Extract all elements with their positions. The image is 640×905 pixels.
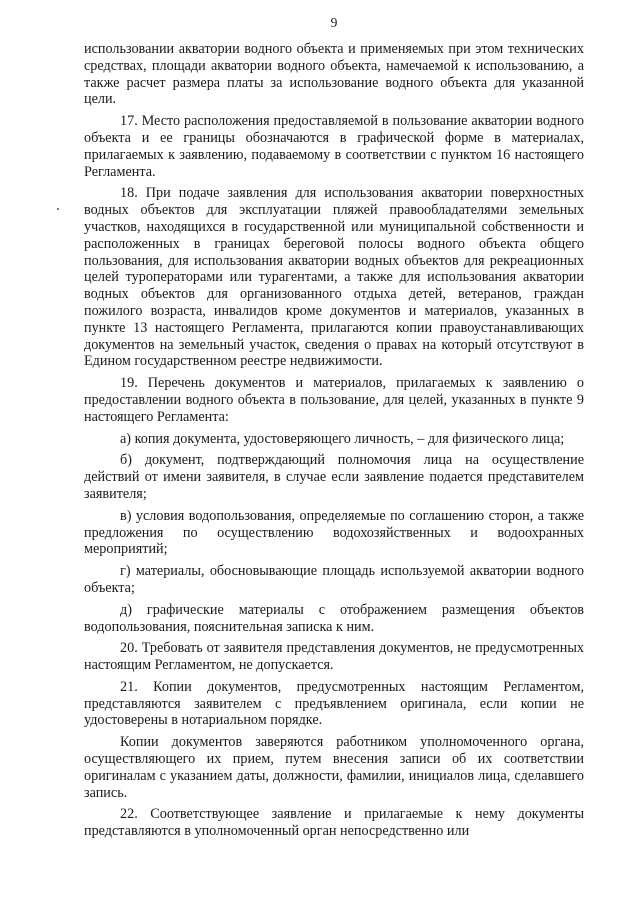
list-item-a: а) копия документа, удостоверяющего личность, – для физического лица; — [120, 430, 565, 447]
page-number: 9 — [330, 15, 338, 30]
list-item-d: д) графические материалы с отображением размещения объектов водопользования, пояснительная записка к ним. — [84, 601, 584, 635]
paragraph-20: 20. Требовать от заявителя представления документов, не предусмотренных настоящим Регламентом, не допускается. — [84, 640, 584, 674]
list-item-v: в) условия водопользования, определяемые по соглашению сторон, а также предложения по осуществлению водохозяйственных и водоохранных мероприятий; — [84, 507, 584, 558]
list-item-g: г) материалы, обосновывающие площадь используемой акватории водного объекта; — [84, 563, 584, 596]
paragraph-18: 18. При подаче заявления для использования акватории поверхностных водных объектов для эксплуатации пляжей правообладателями земельных участков, находящихся в государственной или муниципальной собственности и расположенных в границах береговой полосы водного объекта общего пользования, для использования акватории водных объектов для рекреационных целей туроператорами или турагентами, а также для использования акватории водных объектов для организованного отдыха детей, ветеранов, граждан пожилого возраста, инвалидов кроме документов и материалов, указанных в пункте 13 настоящего Регламента, прилагаются копии правоустанавливающих документов на земельный участок, сведения о правах на который отсутствуют в Едином государственном реестре недвижимости. — [84, 185, 584, 370]
paragraph-17: 17. Место расположения предоставляемой в пользование акватории водного объекта и ее границы обозначаются в графической форме в материалах, прилагаемых к заявлению, подаваемому в соответствии с пунктом 16 настоящего Регламента. — [84, 113, 584, 180]
paragraph-21-copies: Копии документов заверяются работником уполномоченного органа, осуществляющего их прием, путем внесения записи об их соответствии оригиналам с указанием даты, должности, фамилии, инициалов лица, сделавшего запись. — [84, 734, 584, 801]
paragraph-continuation: использовании акватории водного объекта и применяемых при этом технических средствах, площади акватории водного объекта, намечаемой к использованию, а также расчет размера платы за использование водного объекта для указанной цели. — [84, 41, 584, 108]
paragraph-19: 19. Перечень документов и материалов, прилагаемых к заявлению о предоставлении водного объекта в пользование, для целей, указанных в пункте 9 настоящего Регламента: — [84, 375, 584, 425]
list-item-b: б) документ, подтверждающий полномочия лица на осуществление действий от имени заявителя, в случае если заявление подается представителем заявителя; — [84, 452, 584, 502]
scan-speck — [57, 208, 59, 210]
paragraph-22: 22. Соответствующее заявление и прилагаемые к нему документы представляются в уполномоченный орган непосредственно или — [84, 806, 584, 840]
paragraph-21: 21. Копии документов, предусмотренных настоящим Регламентом, представляются заявителем с предъявлением оригинала, если копии не удостоверены в нотариальном порядке. — [84, 678, 584, 729]
